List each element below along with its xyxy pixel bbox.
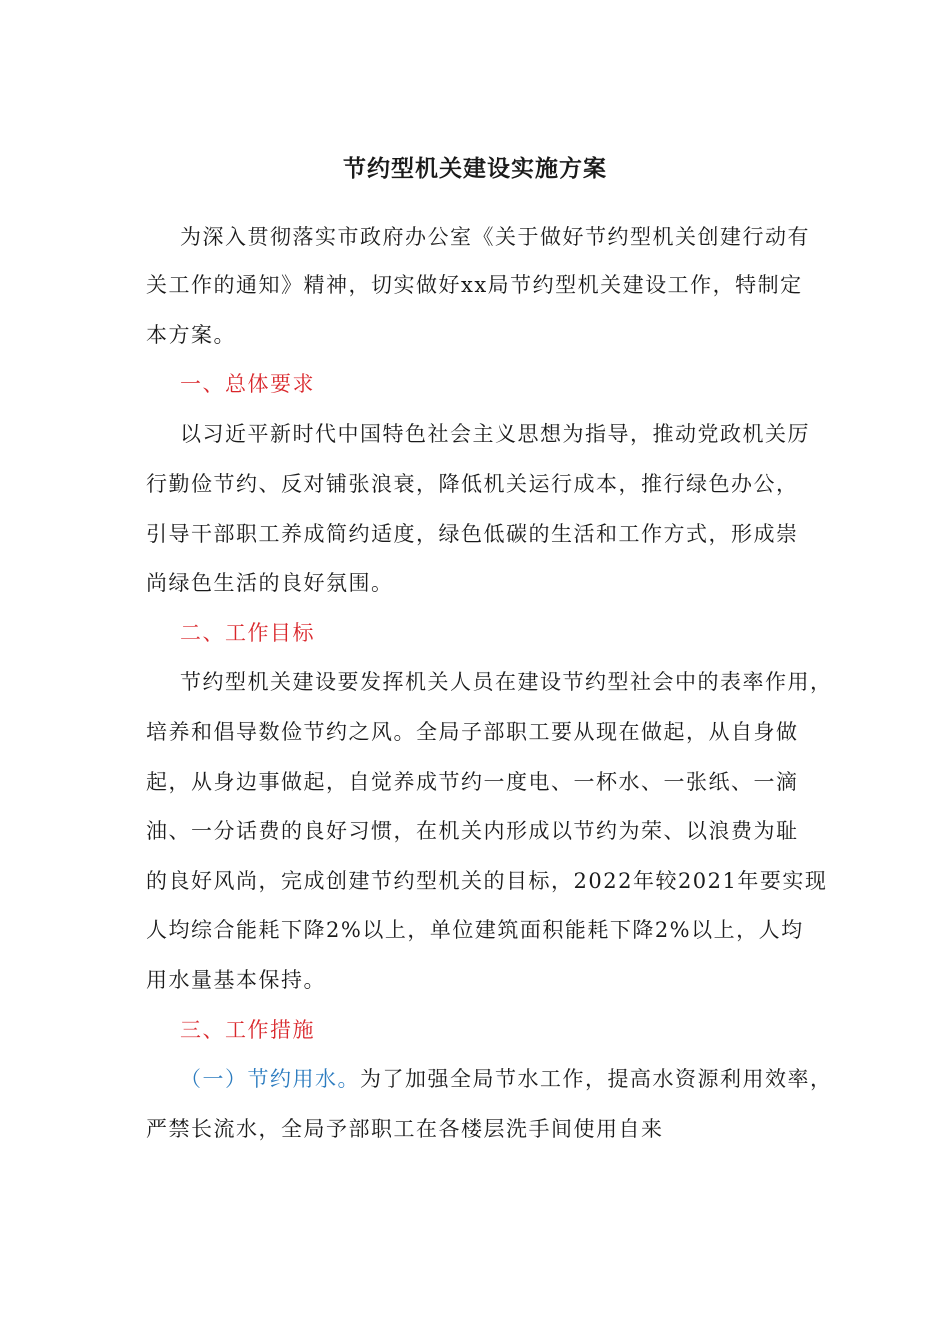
section2-heading: 二、工作目标: [180, 621, 315, 645]
section1-line-4: 尚绿色生活的良好氛围。: [146, 571, 394, 595]
section1-line-3: 引导干部职工养成简约适度，绿色低碳的生活和工作方式，形成崇: [146, 522, 799, 546]
section1-line-1: 以习近平新时代中国特色社会主义思想为指导，推动党政机关厉: [180, 422, 810, 446]
section2-line-7: 用水量基本保持。: [146, 968, 326, 992]
section2-line-5: 的良好风尚，完成创建节约型机关的目标，2022年较2021年要实现: [146, 869, 828, 893]
section2-line-1: 节约型机关建设要发挥机关人员在建设节约型社会中的表率作用，: [180, 670, 833, 694]
section2-line-2: 培养和倡导数俭节约之风。全局子部职工要从现在做起，从自身做: [146, 720, 799, 744]
section3-heading: 三、工作措施: [180, 1018, 315, 1042]
section3-subheading: （一）节约用水。: [180, 1067, 360, 1091]
intro-line-2: 关工作的通知》精神，切实做好xx局节约型机关建设工作，特制定: [146, 273, 803, 297]
section3-line-1: [180, 1064, 833, 1094]
section3-line-1-text: 为了加强全局节水工作，提高水资源利用效率，: [360, 1067, 833, 1091]
intro-line-3: 本方案。: [146, 323, 236, 347]
section3-line-2: 严禁长流水，全局予部职工在各楼层洗手间使用自来: [146, 1117, 664, 1141]
section1-heading: 一、总体要求: [180, 372, 315, 396]
section2-line-3: 起，从身边事做起，自觉养成节约一度电、一杯水、一张纸、一滴: [146, 770, 799, 794]
section2-line-4: 油、一分话费的良好习惯，在机关内形成以节约为荣、以浪费为耻: [146, 819, 799, 843]
section1-line-2: 行勤俭节约、反对铺张浪衰，降低机关运行成本，推行绿色办公，: [146, 472, 799, 496]
intro-line-1: 为深入贯彻落实市政府办公室《关于做好节约型机关创建行动有: [180, 225, 810, 249]
document-title: 节约型机关建设实施方案: [343, 155, 607, 182]
section2-line-6: 人均综合能耗下降2%以上，单位建筑面积能耗下降2%以上，人均: [146, 918, 804, 942]
